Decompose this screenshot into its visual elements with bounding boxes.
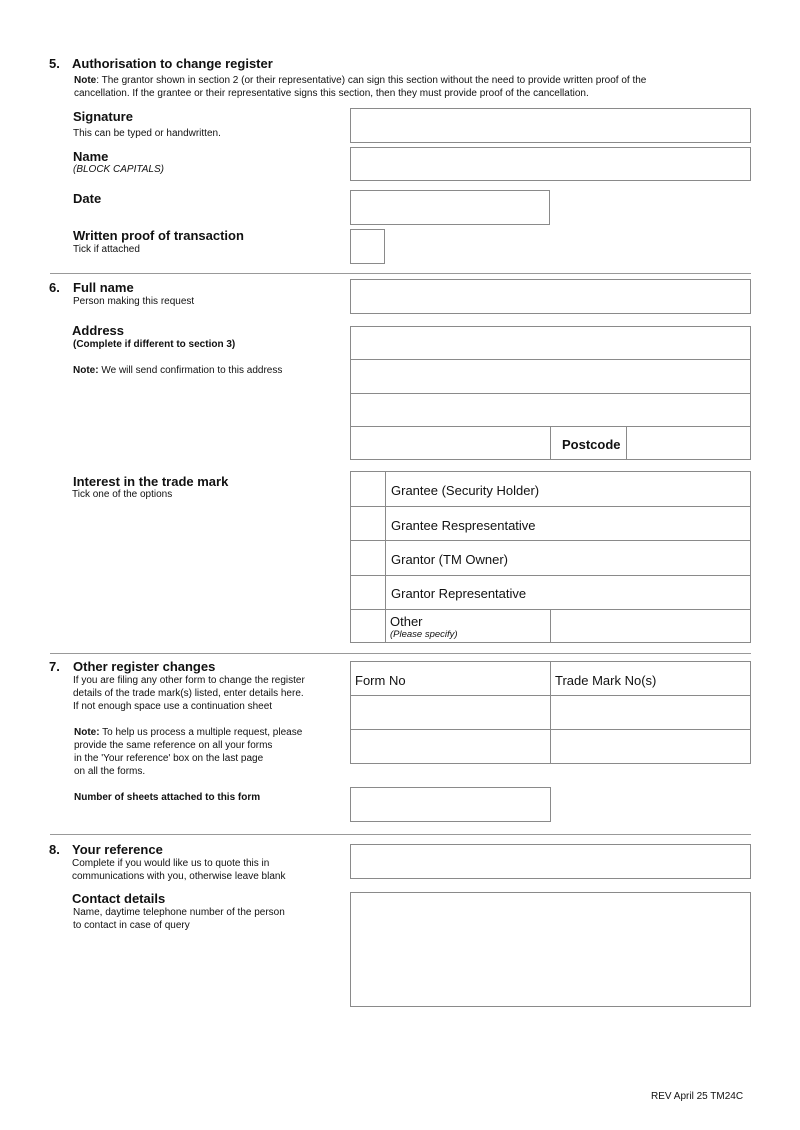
option-checkbox-grantee[interactable] <box>350 471 386 507</box>
section8-title: Your reference <box>72 842 163 857</box>
option-other-cell <box>385 609 551 643</box>
date-field[interactable] <box>350 190 550 225</box>
address-note-label: Note: <box>73 365 99 376</box>
signature-label: Signature <box>73 109 133 124</box>
section6-number: 6. <box>49 280 60 295</box>
section5-title: Authorisation to change register <box>72 56 273 71</box>
address-line-2[interactable] <box>350 359 751 394</box>
section7-note-line: To help us process a multiple request, please <box>99 727 303 738</box>
other-specify-field[interactable] <box>550 609 751 643</box>
option-checkbox-grantor-rep[interactable] <box>350 575 386 610</box>
section6-title: Full name <box>73 280 134 295</box>
address-hint: (Complete if different to section 3) <box>73 339 236 350</box>
contact-hint-line: to contact in case of query <box>73 920 190 931</box>
divider <box>50 653 751 654</box>
address-line-1[interactable] <box>350 326 751 360</box>
option-checkbox-grantor[interactable] <box>350 540 386 576</box>
sheets-label: Number of sheets attached to this form <box>74 792 261 803</box>
reference-hint <box>72 857 285 883</box>
option-label-grantee: Grantee (Security Holder) <box>385 471 751 507</box>
address-note-text: We will send confirmation to this address <box>98 365 283 376</box>
section7-note-line: in the 'Your reference' box on the last page <box>74 753 264 764</box>
column-header-trade-mark-no: Trade Mark No(s) <box>550 661 751 696</box>
section7-note-line: provide the same reference on all your forms <box>74 740 273 751</box>
name-field[interactable] <box>350 147 751 181</box>
reference-hint-line: communications with you, otherwise leave blank <box>72 871 286 882</box>
section7-desc-line: If you are filing any other form to change the register <box>73 675 305 686</box>
proof-checkbox[interactable] <box>350 229 385 264</box>
trade-mark-no-field-2[interactable] <box>550 729 751 764</box>
divider <box>50 834 751 835</box>
address-line-3[interactable] <box>350 393 751 427</box>
interest-label: Interest in the trade mark <box>73 474 229 489</box>
section7-note-label: Note: <box>74 727 100 738</box>
divider <box>50 273 751 274</box>
option-label-other: Other <box>390 614 423 629</box>
section7-note <box>74 726 302 778</box>
section5-note-line2: cancellation. If the grantee or their representative signs this section, then they must provide proof of the cancellation. <box>74 88 589 99</box>
name-label: Name <box>73 149 109 164</box>
section5-note-line1: : The grantor shown in section 2 (or their representative) can sign this section without the need to provide written proof of the <box>96 75 647 86</box>
address-label: Address <box>72 323 125 338</box>
trade-mark-no-field-1[interactable] <box>550 695 751 730</box>
option-other-hint: (Please specify) <box>390 629 458 640</box>
sheets-field[interactable] <box>350 787 551 822</box>
proof-label: Written proof of transaction <box>73 228 244 243</box>
section5-note <box>74 74 754 100</box>
option-checkbox-other[interactable] <box>350 609 386 643</box>
option-label-grantee-rep: Grantee Respresentative <box>385 506 751 541</box>
option-label-grantor-rep: Grantor Representative <box>385 575 751 610</box>
section7-note-line: on all the forms. <box>74 766 146 777</box>
section7-number: 7. <box>49 659 60 674</box>
section7-desc-line: details of the trade mark(s) listed, enter details here. <box>73 688 304 699</box>
contact-hint <box>73 906 285 932</box>
signature-field[interactable] <box>350 108 751 143</box>
section8-number: 8. <box>49 842 60 857</box>
form-no-field-1[interactable] <box>350 695 551 730</box>
section7-title: Other register changes <box>73 659 216 674</box>
contact-details-field[interactable] <box>350 892 751 1007</box>
reference-field[interactable] <box>350 844 751 879</box>
proof-hint: Tick if attached <box>73 244 140 255</box>
fullname-field[interactable] <box>350 279 751 314</box>
section7-description <box>73 674 305 713</box>
postcode-field[interactable] <box>626 426 751 460</box>
date-label: Date <box>73 191 102 206</box>
form-no-field-2[interactable] <box>350 729 551 764</box>
option-label-grantor: Grantor (TM Owner) <box>385 540 751 576</box>
postcode-label: Postcode <box>550 426 627 460</box>
reference-hint-line: Complete if you would like us to quote this in <box>72 858 270 869</box>
section7-desc-line: If not enough space use a continuation sheet <box>73 701 273 712</box>
section5-number: 5. <box>49 56 60 71</box>
address-note <box>73 364 282 377</box>
interest-hint: Tick one of the options <box>72 489 173 500</box>
footer-revision: REV April 25 TM24C <box>651 1091 744 1102</box>
contact-hint-line: Name, daytime telephone number of the person <box>73 907 285 918</box>
option-checkbox-grantee-rep[interactable] <box>350 506 386 541</box>
signature-hint: This can be typed or handwritten. <box>73 128 221 139</box>
contact-label: Contact details <box>72 891 166 906</box>
name-hint: (BLOCK CAPITALS) <box>73 164 164 175</box>
fullname-hint: Person making this request <box>73 296 195 307</box>
address-line-4[interactable] <box>350 426 551 460</box>
section5-note-label: Note <box>74 75 97 86</box>
column-header-form-no: Form No <box>350 661 551 696</box>
